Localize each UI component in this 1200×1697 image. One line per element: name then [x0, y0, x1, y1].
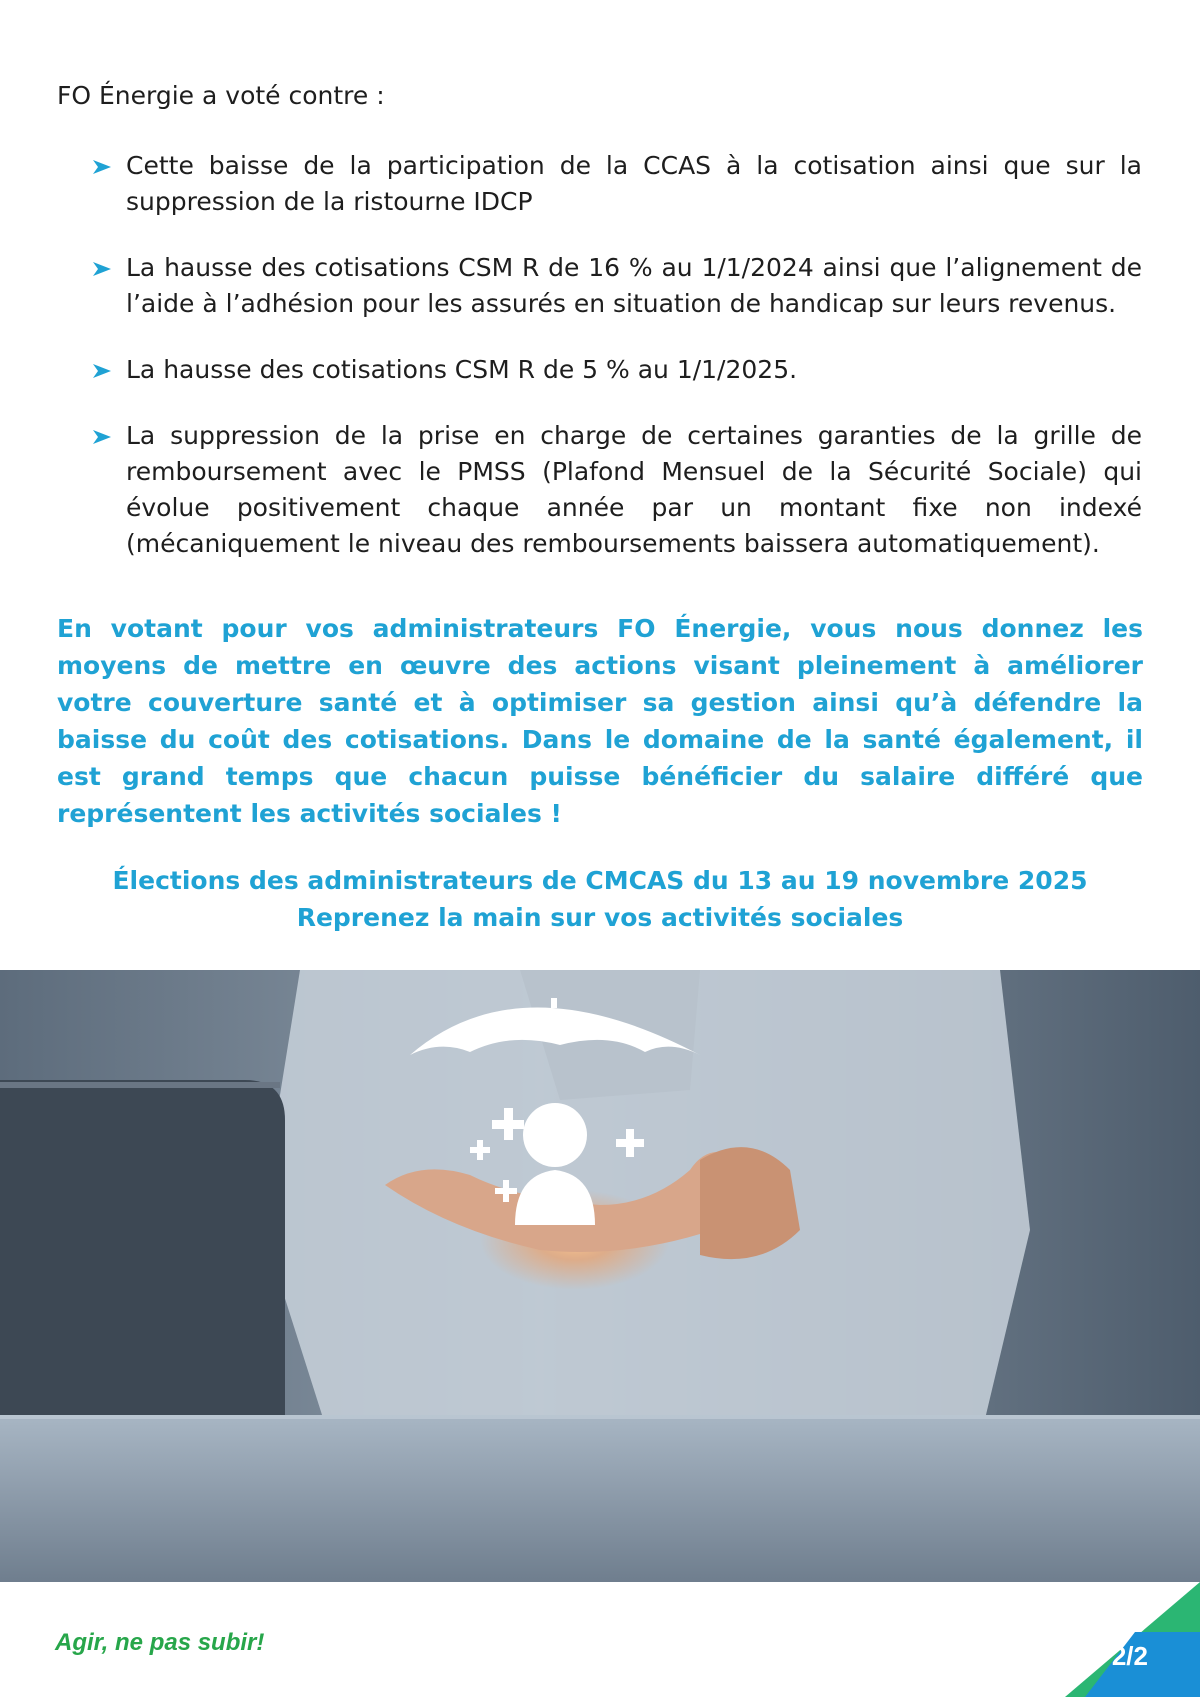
health-coverage-photo: [0, 970, 1200, 1582]
list-item: [92, 352, 1142, 388]
intro-text: FO Énergie a voté contre :: [57, 81, 385, 110]
footer-slogan: Agir, ne pas subir!: [55, 1629, 265, 1656]
election-tagline: Reprenez la main sur vos activités sociales: [296, 903, 904, 932]
list-item-text: La hausse des cotisations CSM R de 5 % au 1/1/2025.: [126, 355, 798, 384]
election-banner: [57, 862, 1143, 936]
corner-decoration: [985, 1582, 1200, 1697]
list-item-text: La hausse des cotisations CSM R de 16 % au 1/1/2024 ainsi que l’alignement de l’aide à l’adhésion pour les assurés en situation de handicap sur leurs revenus.: [126, 253, 1142, 318]
election-dates: Élections des administrateurs de CMCAS du 13 au 19 novembre 2025: [112, 866, 1088, 895]
hand-umbrella-illustration: [0, 970, 1200, 1582]
list-item: [92, 148, 1142, 220]
list-item-text: Cette baisse de la participation de la CCAS à la cotisation ainsi que sur la suppression de la ristourne IDCP: [126, 151, 1142, 216]
arrow-bullet-icon: [92, 429, 112, 445]
vote-list: [92, 148, 1142, 592]
callout-paragraph: En votant pour vos administrateurs FO Énergie, vous nous donnez les moyens de mettre en œuvre des actions visant pleinement à améliorer votre couverture santé et à optimiser sa gestion ainsi qu’à défendre la baisse du coût des cotisations. Dans le domaine de la santé également, il est grand temps que chacun puisse bénéficier du salaire différé que représentent les activités sociales !: [57, 614, 1143, 828]
list-item-text: La suppression de la prise en charge de certaines garanties de la grille de remboursement avec le PMSS (Plafond Mensuel de la Sécurité Sociale) qui évolue positivement chaque année par un montant fixe non indexé (mécaniquement le niveau des remboursements baissera automatiquement).: [126, 421, 1142, 558]
arrow-bullet-icon: [92, 261, 112, 277]
arrow-bullet-icon: [92, 159, 112, 175]
list-item: [92, 418, 1142, 562]
arrow-bullet-icon: [92, 363, 112, 379]
page-number: 2/2: [1111, 1641, 1148, 1671]
list-item: [92, 250, 1142, 322]
